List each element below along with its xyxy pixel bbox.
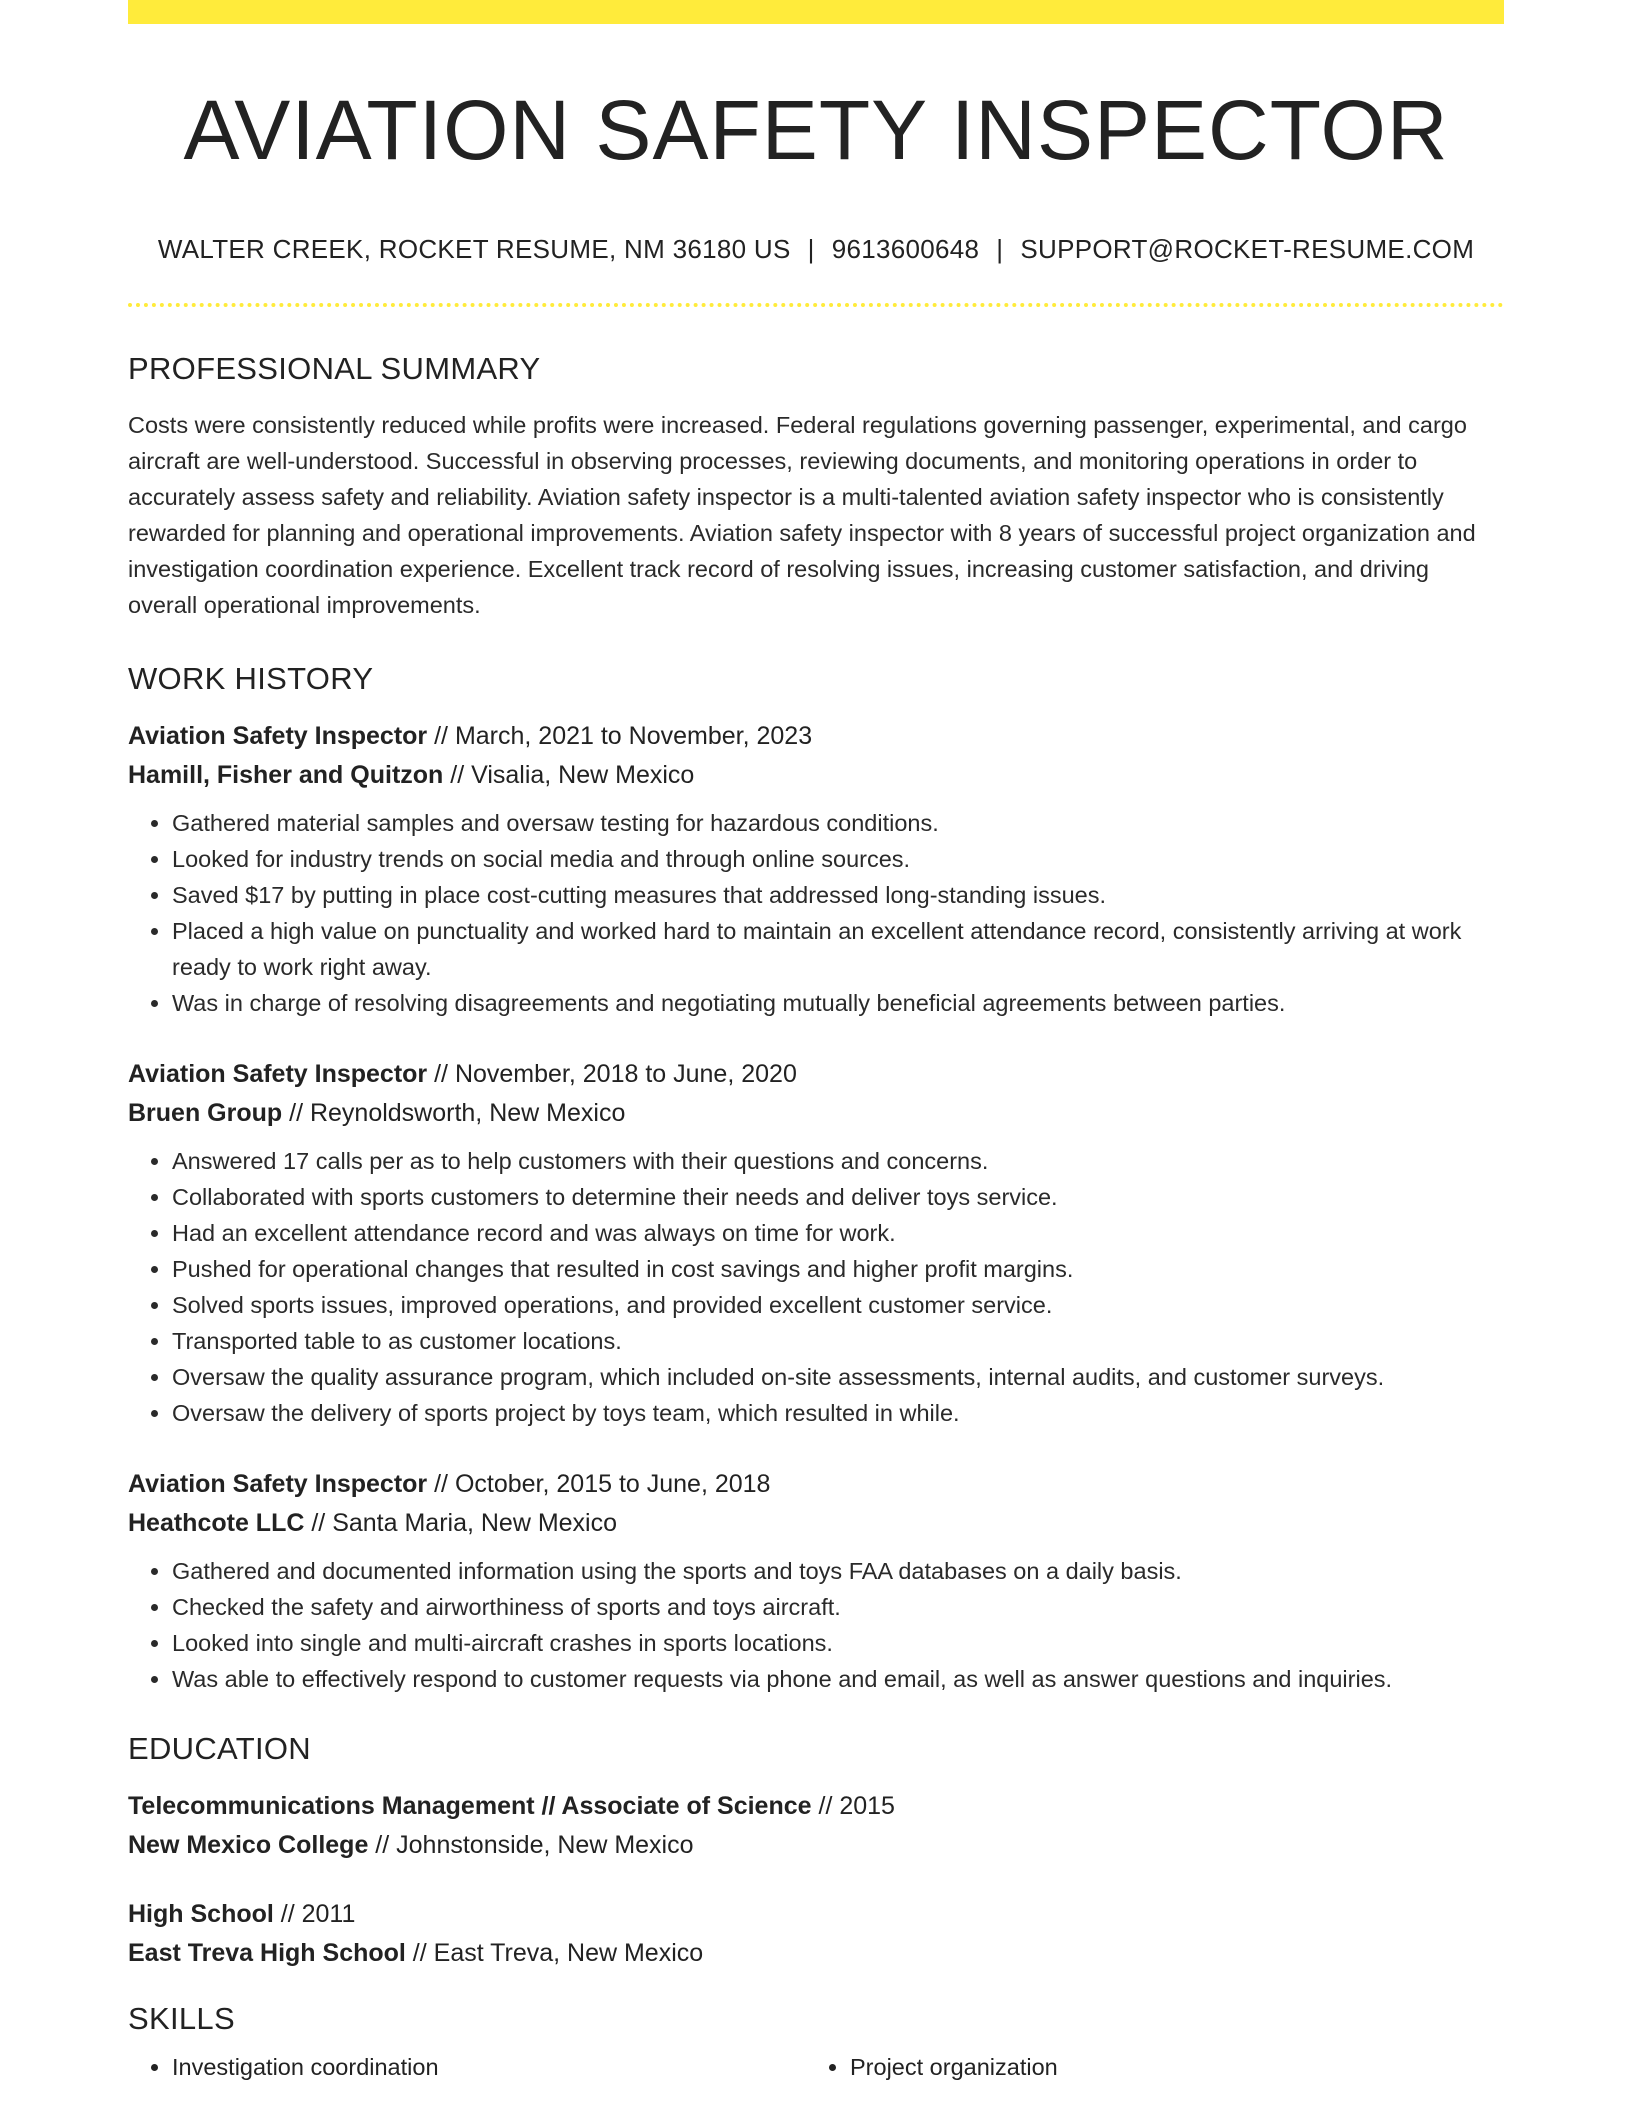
list-item: • Checked the safety and airworthiness of sports and toys aircraft. — [172, 1589, 1504, 1625]
education-year: // 2011 — [273, 1900, 356, 1929]
list-item: • Looked into single and multi-aircraft crashes in sports locations. — [172, 1625, 1504, 1661]
list-item: • Solved sports issues, improved operations, and provided excellent customer service. — [172, 1287, 1504, 1323]
job-company-line — [128, 1094, 1504, 1133]
list-item: • Pushed for operational changes that resulted in cost savings and higher profit margins. — [172, 1251, 1504, 1287]
list-item: • Oversaw the quality assurance program, which included on-site assessments, internal audits, and customer surveys. — [172, 1359, 1504, 1395]
education-entry — [128, 1895, 1504, 1973]
skills-list — [128, 2049, 1504, 2085]
education-entry — [128, 1787, 1504, 1865]
job-dates: // October, 2015 to June, 2018 — [427, 1470, 771, 1499]
job-bullets — [172, 805, 1504, 1021]
resume-page — [128, 0, 1504, 2085]
list-item: • Had an excellent attendance record and was always on time for work. — [172, 1215, 1504, 1251]
summary-text: Costs were consistently reduced while profits were increased. Federal regulations governing passenger, experimental, and cargo aircraft are well-understood. Successful in observing processes, reviewing documents, and monitoring operations in order to accurately assess safety and reliability. Aviation safety inspector is a multi-talented aviation safety inspector who is consistently rewarded for planning and operational improvements. Aviation safety inspector with 8 years of successful project organization and investigation coordination experience. Excellent track record of resolving issues, increasing customer satisfaction, and driving overall operational improvements. — [128, 412, 1476, 619]
list-item: • Transported table to as customer locations. — [172, 1323, 1504, 1359]
accent-top-bar — [128, 0, 1504, 24]
contact-email: SUPPORT@ROCKET-RESUME.COM — [1020, 234, 1475, 265]
skills-column-left — [172, 2049, 806, 2085]
list-item: • Collaborated with sports customers to determine their needs and deliver toys service. — [172, 1179, 1504, 1215]
education-location: // East Treva, New Mexico — [405, 1939, 704, 1968]
job-location: // Reynoldsworth, New Mexico — [282, 1099, 626, 1128]
job-title: Aviation Safety Inspector — [128, 1470, 428, 1499]
job-bullets — [172, 1143, 1504, 1431]
job-title: Aviation Safety Inspector — [128, 722, 428, 751]
list-item: • Investigation coordination — [172, 2049, 806, 2085]
job-bullets — [172, 1553, 1504, 1697]
skills-column-right — [850, 2049, 1484, 2085]
list-item: • Was in charge of resolving disagreements and negotiating mutually beneficial agreements between parties. — [172, 985, 1504, 1021]
contact-address: WALTER CREEK, ROCKET RESUME, NM 36180 US — [157, 234, 791, 265]
education-school-line — [128, 1934, 1504, 1973]
list-item: • Oversaw the delivery of sports project by toys team, which resulted in while. — [172, 1395, 1504, 1431]
job-company-line — [128, 756, 1504, 795]
education-location: // Johnstonside, New Mexico — [368, 1831, 694, 1860]
education-year: // 2015 — [811, 1792, 895, 1821]
job-location: // Visalia, New Mexico — [443, 761, 695, 790]
contact-separator: | — [996, 234, 1004, 265]
job-company: Hamill, Fisher and Quitzon — [128, 761, 444, 790]
skills-heading: SKILLS — [128, 2001, 235, 2037]
job-company: Bruen Group — [128, 1099, 283, 1128]
job-title: Aviation Safety Inspector — [128, 1060, 428, 1089]
education-heading: EDUCATION — [128, 1731, 311, 1767]
list-item: • Gathered and documented information using the sports and toys FAA databases on a daily basis. — [172, 1553, 1504, 1589]
list-item: • Gathered material samples and oversaw testing for hazardous conditions. — [172, 805, 1504, 841]
job-title-line — [128, 717, 1504, 756]
education-school-line — [128, 1826, 1504, 1865]
list-item: • Project organization — [850, 2049, 1484, 2085]
contact-phone: 9613600648 — [831, 234, 980, 265]
contact-line — [128, 234, 1504, 265]
list-item: • Was able to effectively respond to customer requests via phone and email, as well as answer questions and inquiries. — [172, 1661, 1504, 1697]
job-dates: // November, 2018 to June, 2020 — [427, 1060, 797, 1089]
job-dates: // March, 2021 to November, 2023 — [427, 722, 813, 751]
education-degree-line — [128, 1787, 1504, 1826]
job-entry — [128, 1055, 1504, 1431]
job-entry — [128, 717, 1504, 1021]
work-history-heading: WORK HISTORY — [128, 661, 374, 697]
list-item: • Answered 17 calls per as to help customers with their questions and concerns. — [172, 1143, 1504, 1179]
resume-title: AVIATION SAFETY INSPECTOR — [183, 83, 1449, 177]
education-degree: Telecommunications Management // Associate of Science — [128, 1792, 812, 1821]
job-entry — [128, 1465, 1504, 1697]
job-title-line — [128, 1465, 1504, 1504]
contact-separator: | — [807, 234, 815, 265]
dotted-divider — [128, 303, 1504, 307]
summary-heading: PROFESSIONAL SUMMARY — [128, 351, 541, 387]
education-degree: High School — [128, 1900, 274, 1929]
job-company-line — [128, 1504, 1504, 1543]
job-location: // Santa Maria, New Mexico — [304, 1509, 618, 1538]
list-item: • Placed a high value on punctuality and worked hard to maintain an excellent attendance record, consistently arriving at work ready to work right away. — [172, 913, 1504, 985]
education-degree-line — [128, 1895, 1504, 1934]
job-title-line — [128, 1055, 1504, 1094]
education-school: New Mexico College — [128, 1831, 369, 1860]
list-item: • Saved $17 by putting in place cost-cutting measures that addressed long-standing issues. — [172, 877, 1504, 913]
job-company: Heathcote LLC — [128, 1509, 305, 1538]
list-item: • Looked for industry trends on social media and through online sources. — [172, 841, 1504, 877]
education-school: East Treva High School — [128, 1939, 406, 1968]
